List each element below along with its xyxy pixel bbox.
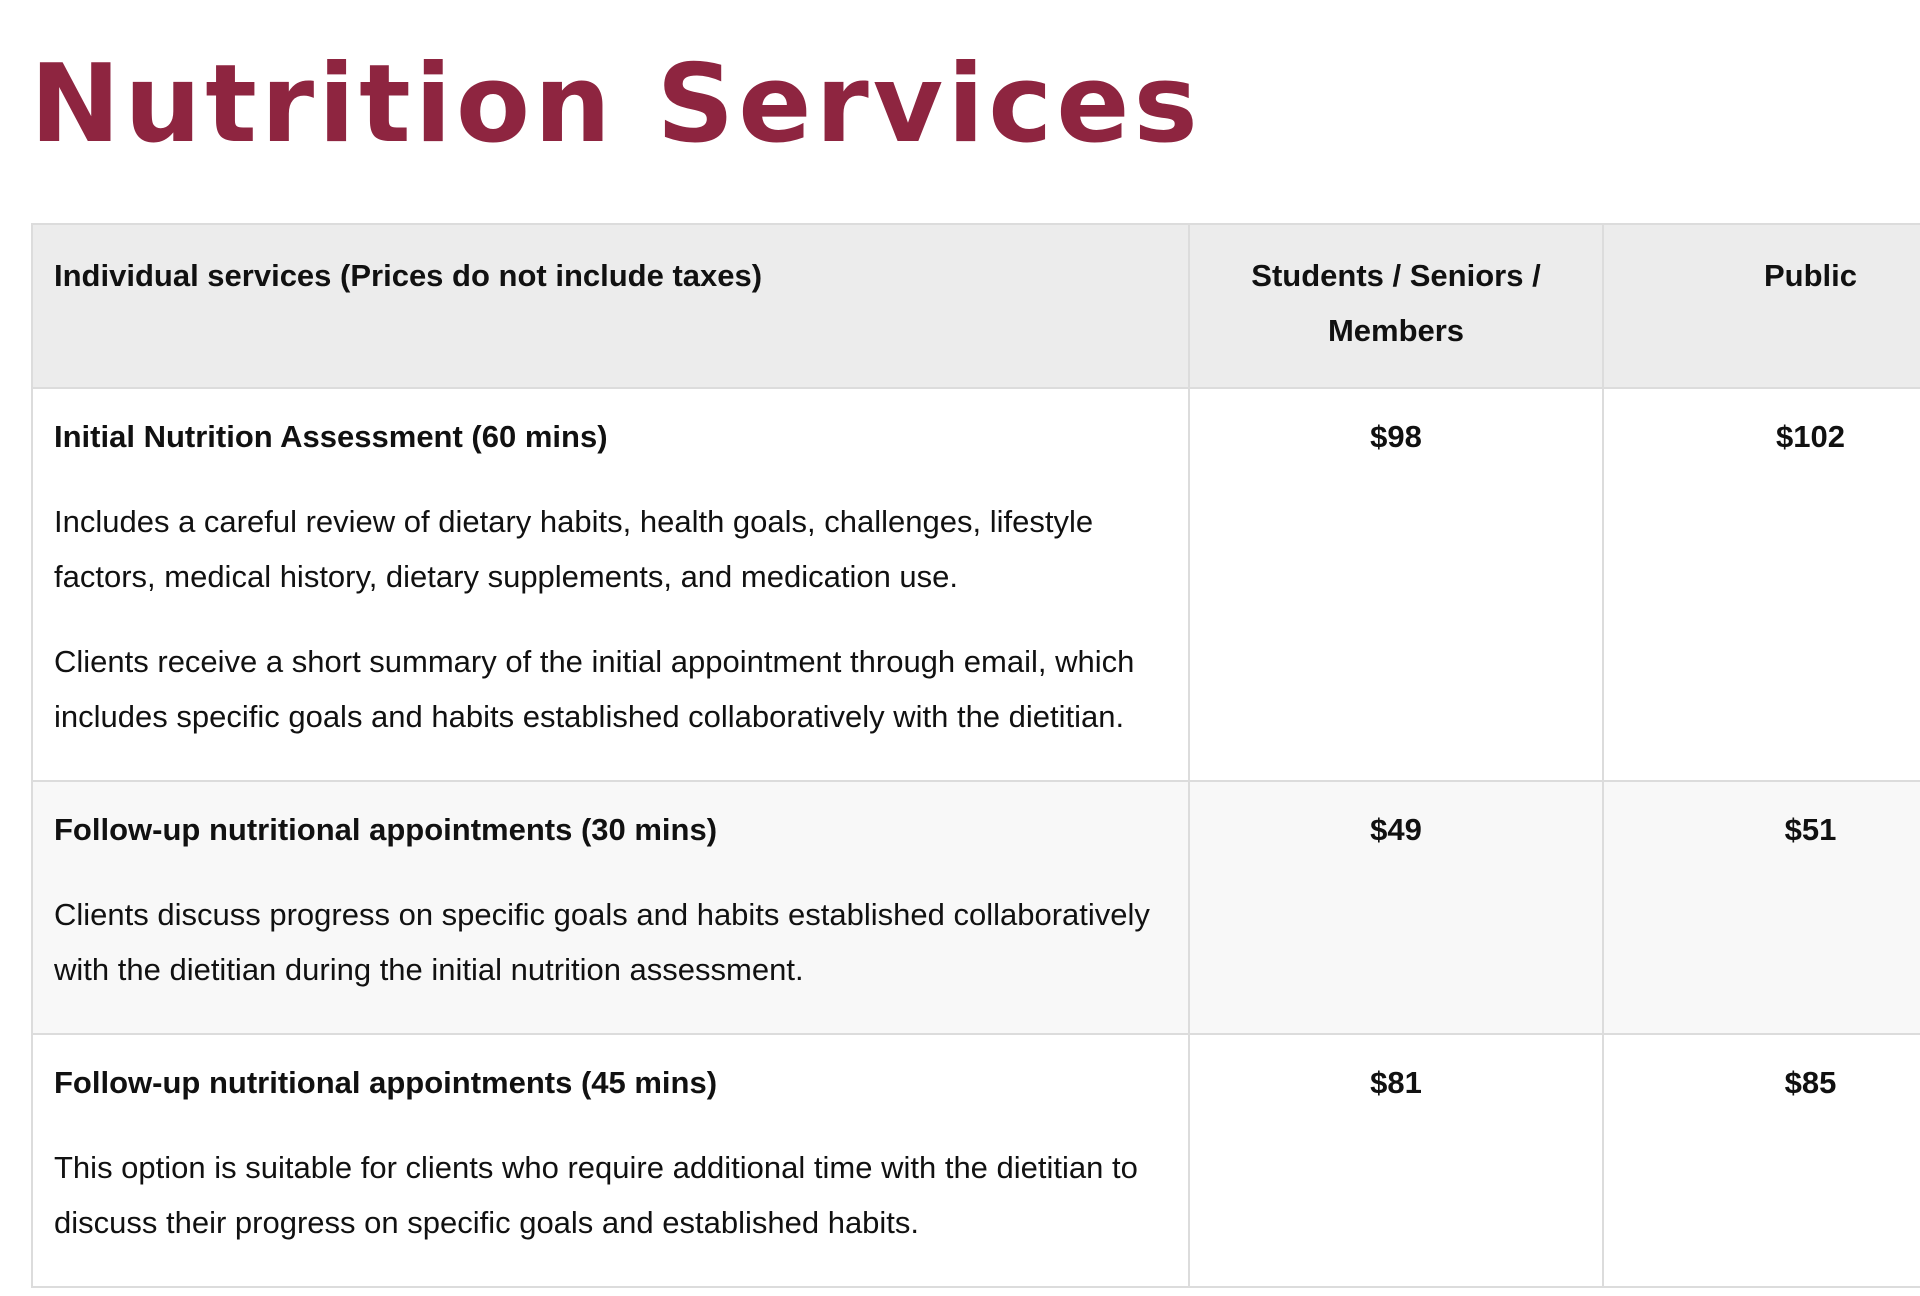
pricing-table-body xyxy=(32,388,1920,1287)
members-price: $49 xyxy=(1189,781,1603,1034)
service-description: Includes a careful review of dietary habits, health goals, challenges, lifestyle factors, medical history, dietary supplements, and medication use. xyxy=(54,504,1094,594)
members-price: $98 xyxy=(1189,388,1603,781)
column-header-students-seniors-members: Students / Seniors / Members xyxy=(1189,224,1603,388)
service-name: Follow-up nutritional appointments (30 mins) xyxy=(54,812,718,847)
column-header-service: Individual services (Prices do not include taxes) xyxy=(32,224,1189,388)
page-title: Nutrition Services xyxy=(30,42,1202,167)
table-row xyxy=(32,781,1920,1034)
header-row xyxy=(32,224,1920,388)
public-price: $102 xyxy=(1603,388,1920,781)
pricing-table-header xyxy=(32,224,1920,388)
service-cell xyxy=(32,1034,1189,1287)
service-description: Clients discuss progress on specific goals and habits established collaboratively with the dietitian during the initial nutrition assessment. xyxy=(54,897,1150,987)
public-price: $51 xyxy=(1603,781,1920,1034)
service-name: Follow-up nutritional appointments (45 mins) xyxy=(54,1065,718,1100)
public-price: $85 xyxy=(1603,1034,1920,1287)
table-row xyxy=(32,1034,1920,1287)
pricing-table xyxy=(31,223,1920,1288)
members-price: $81 xyxy=(1189,1034,1603,1287)
column-header-public: Public xyxy=(1603,224,1920,388)
service-cell xyxy=(32,781,1189,1034)
service-description: This option is suitable for clients who require additional time with the dietitian to discuss their progress on specific goals and established habits. xyxy=(54,1150,1138,1240)
service-name: Initial Nutrition Assessment (60 mins) xyxy=(54,419,608,454)
service-description: Clients receive a short summary of the initial appointment through email, which includes specific goals and habits established collaboratively with the dietitian. xyxy=(54,644,1135,734)
table-row xyxy=(32,388,1920,781)
service-cell xyxy=(32,388,1189,781)
